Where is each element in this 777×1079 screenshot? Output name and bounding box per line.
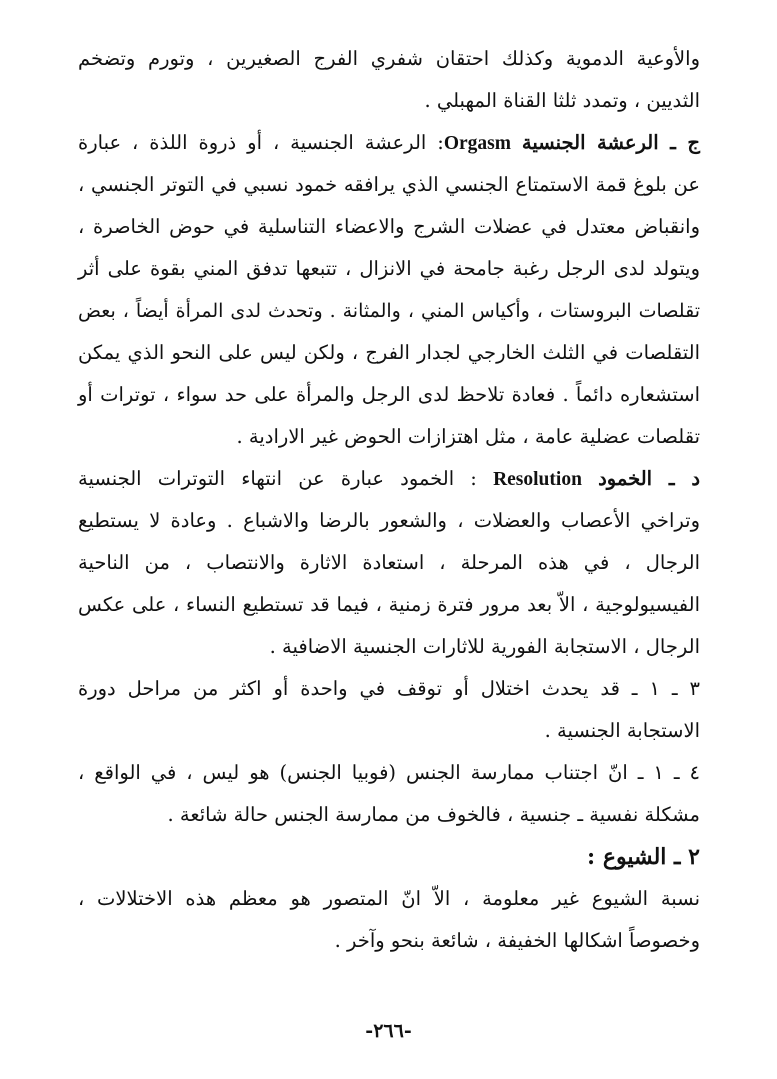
orgasm-paragraph-first-line [78, 122, 700, 164]
text-line: الاستجابة الجنسية . [544, 719, 700, 742]
resolution-term: Resolution [493, 469, 582, 490]
text-line: استشعاره دائماً . فعادة تلاحظ لدى الرجل والمرأة على حد سواء ، توترات أو [78, 383, 700, 406]
resolution-paragraph-first-line [78, 458, 700, 500]
text-line: الثديين ، وتمدد ثلثا القناة المهبلي . [424, 89, 700, 112]
text-span: : الرعشة الجنسية ، أو ذروة اللذة ، عبارة [78, 131, 444, 154]
text-span: : الخمود عبارة عن انتهاء التوترات الجنسية [78, 467, 477, 490]
text-line: ٤ ـ ١ ـ انّ اجتناب ممارسة الجنس (فوبيا الجنس) هو ليس ، في الواقع ، [78, 761, 700, 784]
text-line: الرجال ، الاستجابة الفورية للاثارات الجنسية الاضافية . [269, 635, 700, 658]
text-line: نسبة الشيوع غير معلومة ، الاّ انّ المتصور هو معظم هذه الاختلالات ، [78, 887, 700, 910]
text-line: وانقباض معتدل في عضلات الشرج والاعضاء التناسلية في حوض الخاصرة ، [78, 215, 700, 238]
text-line: ٣ ـ ١ ـ قد يحدث اختلال أو توقف في واحدة أو اكثر من مراحل دورة [78, 677, 700, 700]
text-line: تقلصات البروستات ، وأكياس المني ، والمثانة . وتحدث لدى المرأة أيضاً ، بعض [78, 300, 700, 322]
text-line: التقلصات في الثلث الخارجي لجدار الفرج ، ولكن ليس على النحو الذي يمكن [78, 341, 700, 364]
page-number: -٢٦٦- [365, 1020, 412, 1042]
text-line: تقلصات عضلية عامة ، مثل اهتزازات الحوض غير الارادية . [236, 425, 700, 448]
text-line: مشكلة نفسية ـ جنسية ، فالخوف من ممارسة الجنس حالة شائعة . [167, 803, 700, 826]
resolution-label: د ـ الخمود [598, 467, 701, 490]
page-body [78, 38, 700, 962]
section-heading: ٢ ـ الشيوع : [587, 844, 700, 870]
text-line: عن بلوغ قمة الاستمتاع الجنسي الذي يرافقه خمود نسبي في التوتر الجنسي ، [78, 173, 700, 196]
text-line: الرجال ، في هذه المرحلة ، استعادة الاثارة والانتصاب ، من الناحية [78, 551, 700, 574]
text-line: ويتولد لدى الرجل رغبة جامحة في الانزال ، تتبعها تدفق المني بقوة على أثر [78, 257, 700, 280]
text-line: وخصوصاً اشكالها الخفيفة ، شائعة بنحو وآخر . [334, 929, 700, 952]
orgasm-term: Orgasm [443, 133, 511, 154]
text-line: والأوعية الدموية وكذلك احتقان شفري الفرج الصغيرين ، وتورم وتضخم [78, 47, 700, 70]
text-line: الفيسيولوجية ، الاّ بعد مرور فترة زمنية ، فيما قد تستطيع النساء ، على عكس [78, 593, 700, 616]
orgasm-label: ج ـ الرعشة الجنسية [521, 131, 700, 154]
text-line: وتراخي الأعصاب والعضلات ، والشعور بالرضا والاشباع . وعادة لا يستطيع [78, 509, 700, 532]
